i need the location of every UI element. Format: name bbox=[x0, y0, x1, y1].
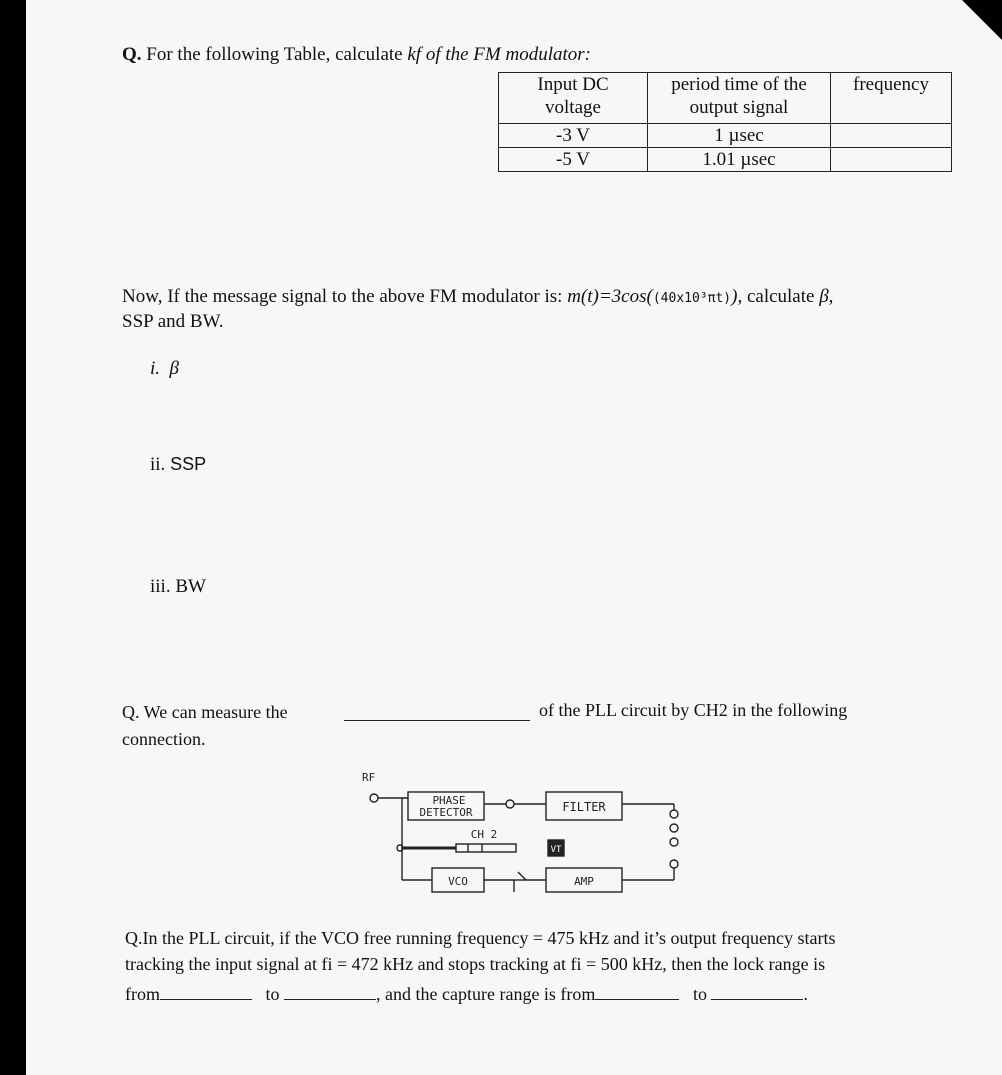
table-cell: -5 V bbox=[499, 148, 648, 172]
table-cell bbox=[831, 124, 952, 148]
question-label: Q. bbox=[122, 44, 142, 65]
message-signal-line: Now, If the message signal to the above FM modulator is: m(t)=3cos((40x10³πt)), calculate β, bbox=[122, 286, 834, 307]
pll-diagram bbox=[356, 768, 696, 898]
phase-label: PHASE bbox=[432, 794, 466, 807]
switch-terminal-low bbox=[670, 838, 678, 846]
part-ii: ii. SSP bbox=[150, 454, 207, 475]
filter-label: FILTER bbox=[562, 800, 606, 814]
part-iii: iii. BW bbox=[150, 576, 206, 597]
switch-terminal-top bbox=[670, 810, 678, 818]
question-2-end: connection. bbox=[122, 729, 206, 749]
question-1 bbox=[122, 44, 591, 66]
part-i: i. β bbox=[150, 358, 179, 379]
ch2-probe bbox=[456, 844, 516, 852]
capture-to-blank[interactable] bbox=[711, 999, 803, 1000]
capture-from-blank[interactable] bbox=[595, 999, 679, 1000]
lock-from-blank[interactable] bbox=[160, 999, 252, 1000]
amp-label: AMP bbox=[574, 875, 594, 888]
question-1-text: For the following Table, calculate bbox=[146, 44, 408, 65]
vco-label: VCO bbox=[448, 875, 468, 888]
question-1-kf: kf of the FM modulator: bbox=[407, 44, 591, 65]
question-2: Q. We can measure the bbox=[122, 702, 288, 722]
question-2-cont: of the PLL circuit by CH2 in the following bbox=[539, 700, 848, 720]
document-page bbox=[26, 0, 1002, 1075]
table-cell: 1.01 µsec bbox=[648, 148, 831, 172]
answer-blank[interactable] bbox=[344, 720, 530, 721]
detector-label: DETECTOR bbox=[419, 806, 473, 819]
rf-terminal bbox=[370, 794, 378, 802]
fm-table bbox=[498, 72, 952, 172]
table-cell: -3 V bbox=[499, 124, 648, 148]
table-cell bbox=[831, 148, 952, 172]
question-3-line-3: from to , and the capture range is from to . bbox=[125, 984, 808, 1004]
question-3-line-1: Q.In the PLL circuit, if the VCO free running frequency = 475 kHz and it’s output frequency starts bbox=[125, 928, 836, 948]
header-cell: period time of the output signal bbox=[648, 73, 831, 124]
page-corner bbox=[962, 0, 1002, 40]
ch2-label: CH 2 bbox=[470, 828, 498, 841]
question-3-line-2: tracking the input signal at fi = 472 kHz and stops tracking at fi = 500 kHz, then the lock range is bbox=[125, 954, 826, 974]
rf-label: RF bbox=[362, 771, 376, 784]
switch-terminal-out bbox=[670, 860, 678, 868]
vt-label: VT bbox=[550, 845, 562, 855]
switch-terminal-mid bbox=[670, 824, 678, 832]
message-signal-line-2: SSP and BW. bbox=[122, 311, 224, 332]
header-cell: Input DC voltage bbox=[499, 73, 648, 124]
table-row bbox=[499, 124, 952, 148]
lock-to-blank[interactable] bbox=[284, 999, 376, 1000]
table-row bbox=[499, 148, 952, 172]
table-cell: 1 µsec bbox=[648, 124, 831, 148]
header-cell: frequency bbox=[831, 73, 952, 124]
